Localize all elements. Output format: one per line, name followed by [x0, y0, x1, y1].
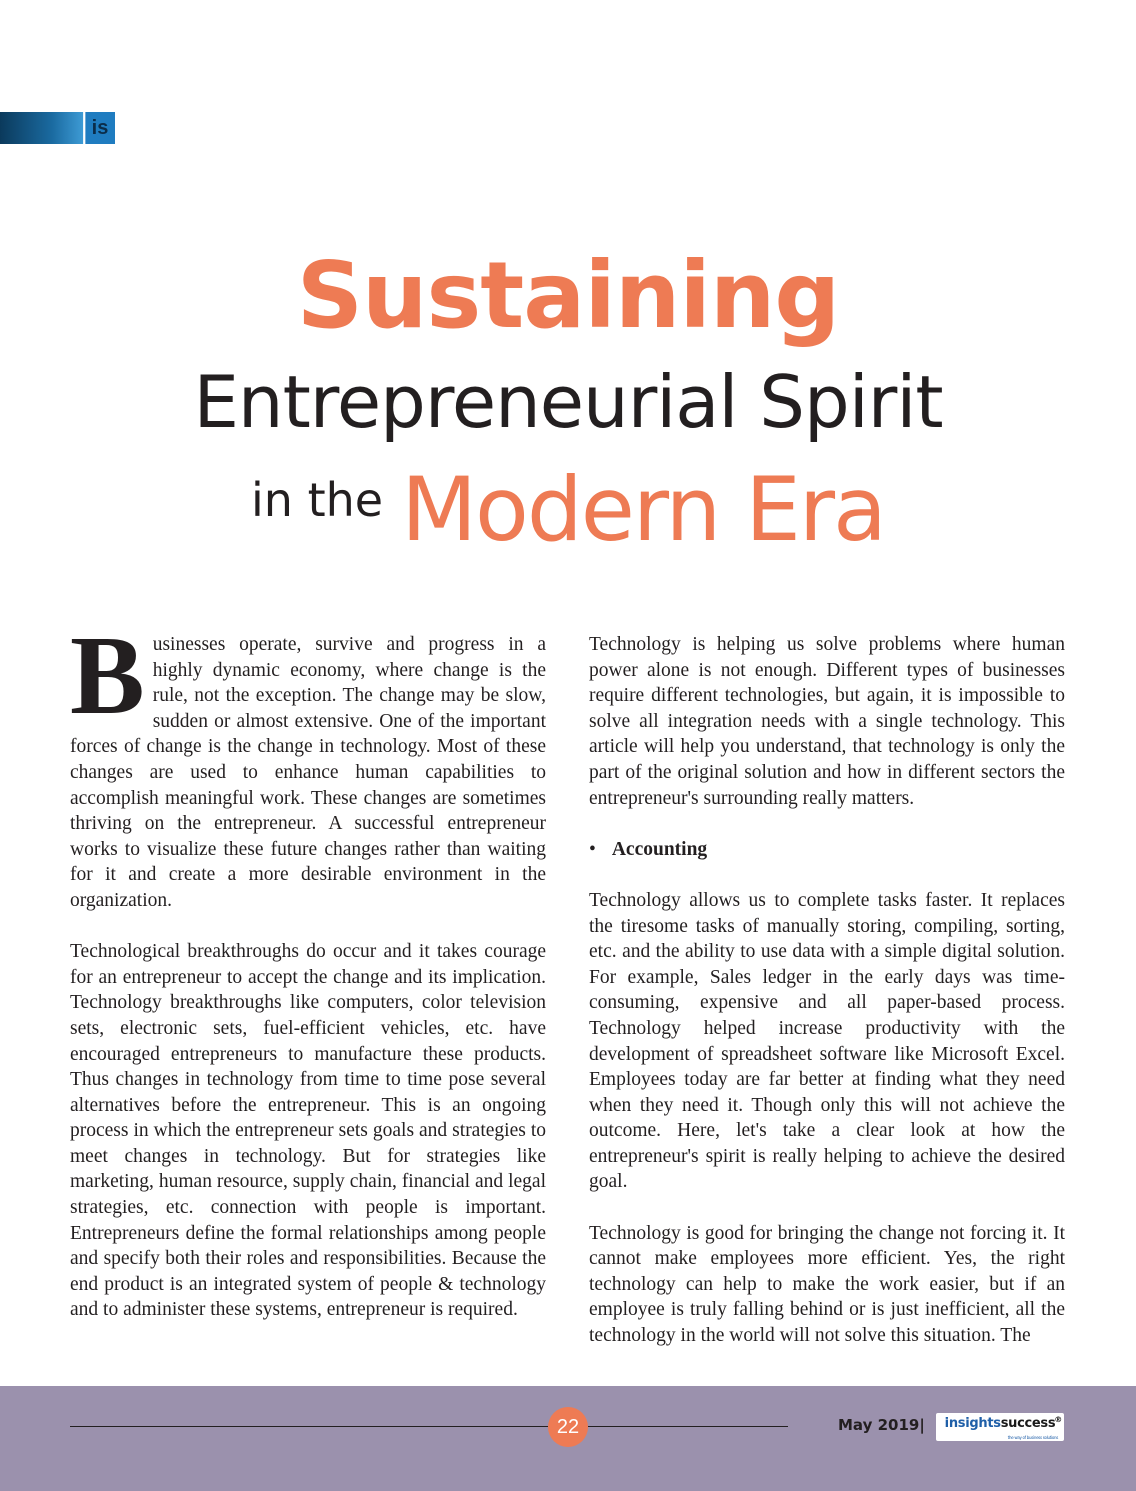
issue-date: May 2019|	[838, 1416, 925, 1434]
footer-rule-left	[70, 1426, 548, 1427]
paragraph-intro	[70, 614, 546, 914]
page-footer	[0, 1386, 1136, 1491]
logo-text-success: success	[1000, 1416, 1056, 1431]
corner-tab-decoration	[0, 112, 115, 144]
paragraph-change: Technology is good for bringing the change not forcing it. It cannot make employees more efficient. Yes, the right technology can help to make the work easier, but if an employee is truly falling behind or is just inefficient, all the technology in the world will not solve this situation. The	[589, 1222, 1065, 1347]
section-heading-text: Accounting	[611, 838, 708, 860]
paragraph-technology-helping: Technology is helping us solve problems where human power alone is not enough. Different types of businesses require different technologies, but again, it is impossible to solve all integration needs with a single technology. This article will help you understand, that technology is only the part of the original solution and how in different sectors the entrepreneur's surrounding really matters.	[589, 634, 1065, 809]
drop-cap: B	[70, 614, 145, 738]
article-column-right	[589, 632, 1065, 1374]
bullet-icon: •	[589, 838, 596, 860]
paragraph-accounting: Technology allows us to complete tasks faster. It replaces the tiresome tasks of manually storing, compiling, sorting, etc. and the ability to use data with a simple digital solution. For example, Sales ledger in the early days was time-consuming, expensive and all paper-based process. Technology helped increase productivity with the development of spreadsheet software like Microsoft Excel. Employees today are far better at finding what they need when they need it. Though only this will not achieve the outcome. Here, let's take a clear look at how the entrepreneur's spirit is really helping to achieve the desired goal.	[589, 889, 1065, 1193]
title-line-3	[0, 458, 1136, 561]
logo-tagline: the way of business solutions	[1007, 1435, 1058, 1440]
logo-text-insights: insights	[944, 1416, 1001, 1431]
page-number: 22	[548, 1407, 588, 1447]
section-heading-accounting	[589, 837, 1065, 863]
title-line-1: Sustaining	[296, 242, 840, 349]
title-line-3-small: in the	[251, 473, 384, 527]
article-column-left	[70, 614, 546, 1349]
logo-registered-mark: ®	[1054, 1415, 1062, 1424]
footer-rule-right	[588, 1426, 788, 1427]
title-line-2: Entrepreneurial Spirit	[193, 360, 943, 444]
paragraph-breakthroughs: Technological breakthroughs do occur and it takes courage for an entrepreneur to accept the change and its implication. Technology breakthroughs like computers, color television sets, electronic sets, fuel-efficient vehicles, etc. have encouraged entrepreneurs to manufacture these products. Thus changes in technology from time to time pose several alternatives before the entrepreneur. This is an ongoing process in which the entrepreneur sets goals and strategies to meet changes in technology. But for strategies like marketing, human resource, supply chain, financial and legal strategies, etc. connection with people is important. Entrepreneurs define the formal relationships among people and specify both their roles and responsibilities. Because the end product is an integrated system of people & technology and to administer these systems, entrepreneur is required.	[70, 941, 546, 1321]
paragraph-intro-text: usinesses operate, survive and progress in a highly dynamic economy, where change is the rule, not the exception. The change may be slow, sudden or almost extensive. One of the important forces of change is the change in technology. Most of these changes are used to enhance human capabilities to accomplish meaningful work. These changes are sometimes thriving on the entrepreneur. A successful entrepreneur works to visualize these future changes rather than waiting for it and create a more desirable environment in the organization.	[70, 634, 546, 911]
insights-success-logo	[936, 1413, 1064, 1441]
magazine-mark: is	[91, 117, 109, 139]
title-line-3-big: Modern Era	[401, 458, 885, 561]
